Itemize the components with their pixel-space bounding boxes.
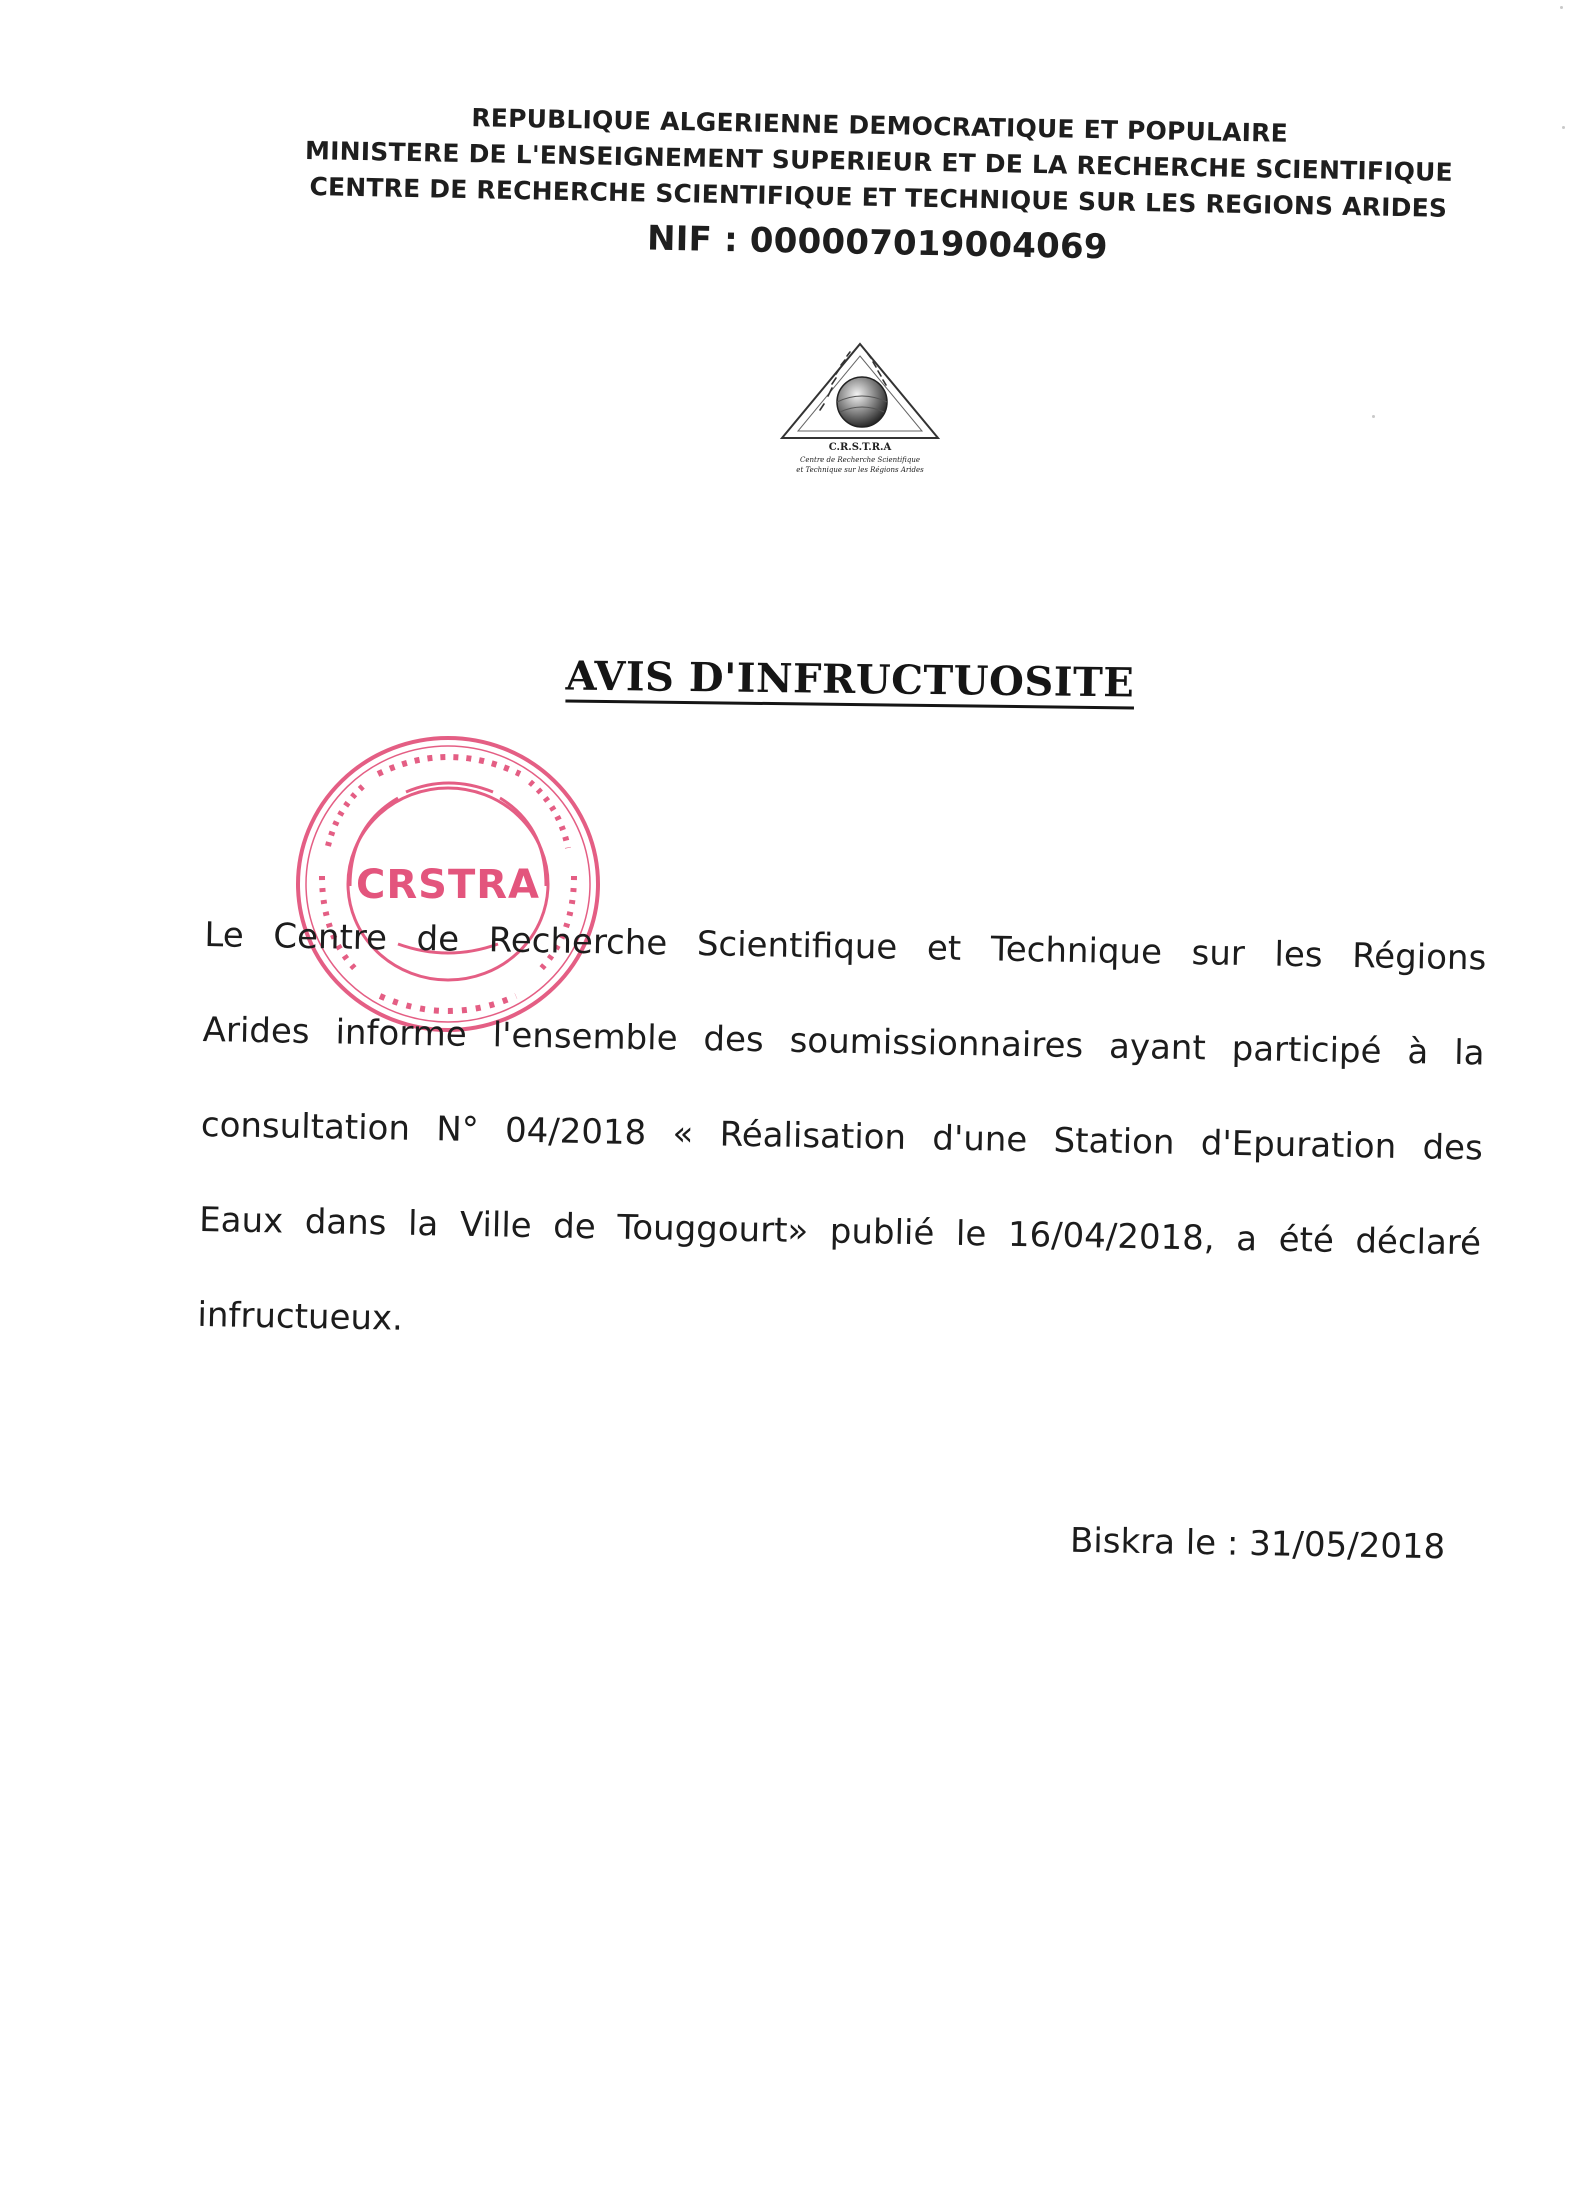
logo-emblem-icon bbox=[770, 338, 950, 442]
body-line: Le Centre de Recherche Scientifique et Technique sur les Régions bbox=[204, 914, 1487, 979]
crstra-logo bbox=[770, 338, 950, 486]
body-line: infructueux. bbox=[197, 1294, 404, 1339]
logo-subtitle-1: Centre de Recherche Scientifique bbox=[800, 456, 920, 464]
scan-speck bbox=[1372, 415, 1375, 418]
signature-date: Biskra le : 31/05/2018 bbox=[1069, 1520, 1446, 1568]
logo-subtitle-2: et Technique sur les Régions Arides bbox=[796, 466, 924, 474]
logo-acronym: C.R.S.T.R.A bbox=[828, 442, 892, 453]
letterhead-centre: CENTRE DE RECHERCHE SCIENTIFIQUE ET TECHNIQUE SUR LES REGIONS ARIDES bbox=[309, 172, 1448, 223]
body-line: Eaux dans la Ville de Touggourt» publié le 16/04/2018, a été déclaré bbox=[198, 1199, 1482, 1264]
letterhead-ministry: MINISTERE DE L'ENSEIGNEMENT SUPERIEUR ET DE LA RECHERCHE SCIENTIFIQUE bbox=[304, 135, 1454, 188]
letterhead-nif: NIF : 000007019004069 bbox=[646, 218, 1109, 268]
body-line: Arides informe l'ensemble des soumissionnaires ayant participé à la bbox=[202, 1009, 1485, 1074]
stamp-center-text: CRSTRA bbox=[355, 862, 540, 908]
body-line: consultation N° 04/2018 « Réalisation d'une Station d'Epuration des bbox=[200, 1104, 1484, 1169]
letterhead-republic: REPUBLIQUE ALGERIENNE DEMOCRATIQUE ET POPULAIRE bbox=[471, 103, 1289, 148]
document-title: AVIS D'INFRUCTUOSITE bbox=[565, 652, 1135, 707]
notice-body bbox=[196, 905, 1486, 1403]
letterhead bbox=[297, 97, 1460, 279]
scan-speck bbox=[1562, 126, 1565, 129]
scan-speck bbox=[1560, 6, 1563, 9]
